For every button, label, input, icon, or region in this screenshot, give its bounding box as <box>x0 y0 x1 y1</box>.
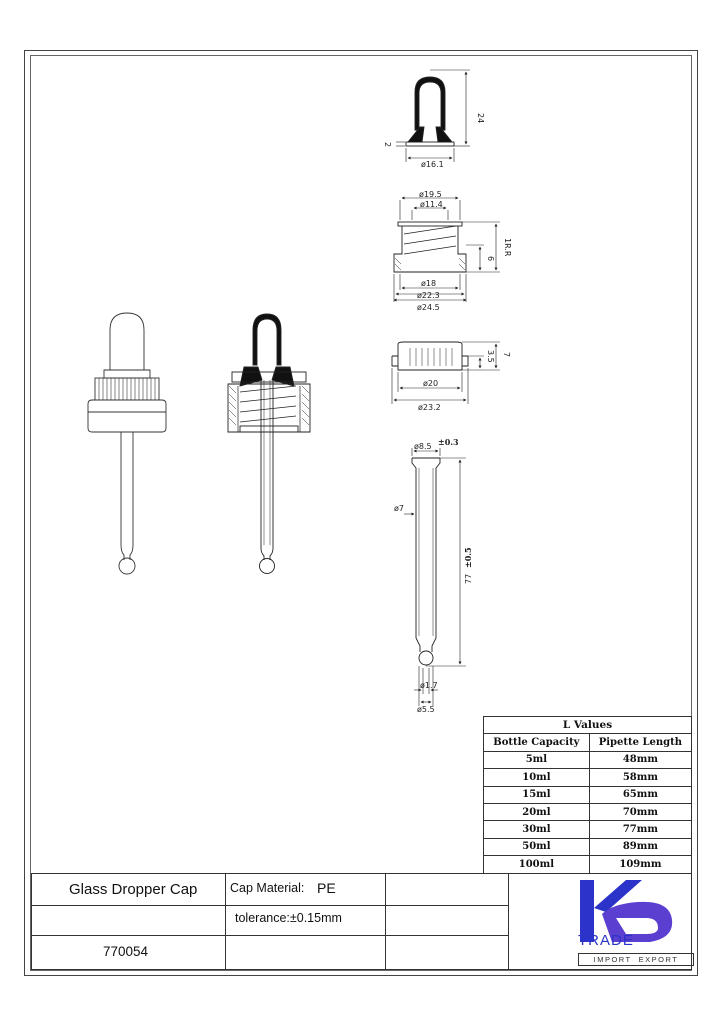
l-values-table <box>483 716 692 874</box>
dim-collar-bottom-dia3: ø24.5 <box>417 303 440 312</box>
logo-import-export: IMPORT EXPORT <box>578 953 694 966</box>
header-bottle-capacity: Bottle Capacity <box>484 734 590 751</box>
table-row <box>484 769 692 786</box>
dim-ring-h1: 3.5 <box>486 350 495 363</box>
logo-trade-text: TRADE <box>578 932 634 949</box>
cell-length: 77mm <box>589 821 691 838</box>
cap-material-value: PE <box>317 880 336 896</box>
cell-length: 65mm <box>589 786 691 803</box>
table-row <box>484 821 692 838</box>
title-block <box>31 873 692 970</box>
cell-length: 70mm <box>589 803 691 820</box>
title-block-divider <box>385 874 386 969</box>
cell-capacity: 100ml <box>484 856 590 873</box>
dim-collar-thread: 1R.R <box>503 238 512 257</box>
header-pipette-length: Pipette Length <box>589 734 691 751</box>
tolerance-note: tolerance:±0.15mm <box>235 911 342 925</box>
dim-collar-bottom-dia2: ø22.3 <box>417 291 440 300</box>
cell-capacity: 20ml <box>484 803 590 820</box>
table-row <box>484 751 692 768</box>
title-block-divider <box>508 874 509 969</box>
dim-collar-bottom-dia1: ø18 <box>421 279 437 288</box>
dim-collar-inner-dia: ø11.4 <box>420 200 443 209</box>
cap-material-label: Cap Material: <box>230 881 305 895</box>
dim-ring-h2: 7 <box>502 352 511 358</box>
cell-capacity: 10ml <box>484 769 590 786</box>
dropper-section-view <box>228 314 310 574</box>
cell-length: 48mm <box>589 751 691 768</box>
dim-pipette-tip-dia: ø1.7 <box>420 681 438 690</box>
kb-trade-logo <box>542 874 692 969</box>
dim-pipette-length-tol: ±0.5 <box>463 547 473 568</box>
ring-detail <box>392 342 500 404</box>
dim-ring-dia2: ø23.2 <box>418 403 441 412</box>
cell-capacity: 15ml <box>484 786 590 803</box>
title-block-divider <box>225 874 226 969</box>
dim-pipette-body-dia: ø7 <box>394 504 404 513</box>
collar-detail <box>394 198 500 302</box>
cell-capacity: 50ml <box>484 838 590 855</box>
title-block-divider <box>32 935 508 936</box>
dim-pipette-bulb-dia: ø5.5 <box>417 705 435 714</box>
dropper-exterior-view <box>88 313 166 574</box>
pipette-detail <box>404 448 466 706</box>
bulb-detail <box>396 70 470 162</box>
dim-collar-top-dia: ø19.5 <box>419 190 442 199</box>
cell-capacity: 30ml <box>484 821 590 838</box>
dim-collar-height: 6 <box>486 256 495 262</box>
dim-pipette-top-tol: ±0.3 <box>438 437 459 447</box>
part-number: 770054 <box>103 944 149 959</box>
cell-capacity: 5ml <box>484 751 590 768</box>
title-block-divider <box>32 905 508 906</box>
dim-ring-dia1: ø20 <box>423 379 439 388</box>
table-row <box>484 786 692 803</box>
table-row <box>484 838 692 855</box>
cell-length: 58mm <box>589 769 691 786</box>
dim-pipette-top-dia: ø8.5 <box>414 442 432 451</box>
product-name: Glass Dropper Cap <box>69 881 198 898</box>
l-values-title: L Values <box>484 717 692 734</box>
table-row <box>484 803 692 820</box>
dim-pipette-length: 77 <box>464 573 473 584</box>
dim-bulb-height: 24 <box>476 113 485 124</box>
table-row <box>484 856 692 873</box>
dim-bulb-base: 2 <box>383 142 392 148</box>
dim-bulb-dia: ø16.1 <box>421 160 444 169</box>
cell-length: 109mm <box>589 856 691 873</box>
cell-length: 89mm <box>589 838 691 855</box>
